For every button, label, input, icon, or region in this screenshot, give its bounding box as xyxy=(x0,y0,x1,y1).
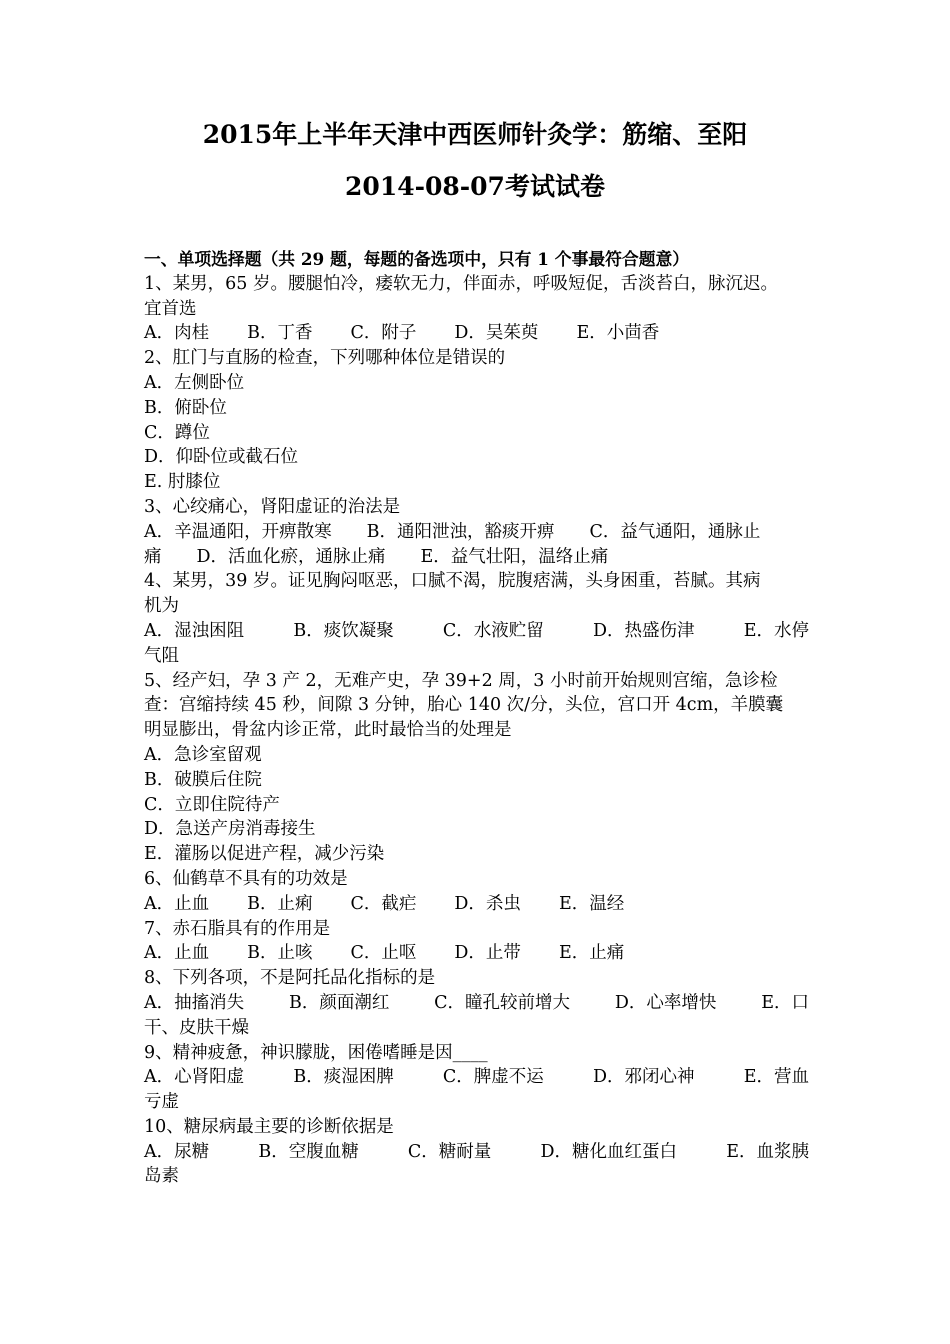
option: B．丁香 xyxy=(247,323,313,344)
option: D．糖化血红蛋白 xyxy=(540,1141,677,1162)
question-10-stem: 10、糖尿病最主要的诊断依据是 xyxy=(144,1116,394,1137)
option: E．水停 xyxy=(743,620,809,641)
option: A．止血 xyxy=(144,893,210,914)
option: E．灌肠以促进产程，减少污染 xyxy=(144,844,385,865)
option: A．止血 xyxy=(144,943,210,964)
option: E．血浆胰 xyxy=(726,1141,809,1162)
document-title-line1: 2015年上半年天津中西医师针灸学：筋缩、至阳 xyxy=(202,120,748,149)
option: A．抽搐消失 xyxy=(144,992,245,1013)
option: D．杀虫 xyxy=(454,893,521,914)
question-5-stem: 5、经产妇，孕 3 产 2，无难产史，孕 39+2 周，3 小时前开始规则宫缩，急诊检 xyxy=(144,670,778,691)
question-7-options xyxy=(144,941,809,966)
option: C．止呕 xyxy=(350,943,417,964)
option: A．急诊室留观 xyxy=(144,744,262,765)
option: E．营血 xyxy=(743,1067,809,1088)
question-1-stem: 宜首选 xyxy=(144,298,197,319)
option-continuation: 干、皮肤干燥 xyxy=(144,1017,249,1038)
question-3-options: A．辛温通阳，开痹散寒 B．通阳泄浊，豁痰开痹 C．益气通阳，通脉止 xyxy=(144,521,761,542)
option: D．急送产房消毒接生 xyxy=(144,819,316,840)
question-3-stem: 3、心绞痛心，肾阳虚证的治法是 xyxy=(144,496,401,517)
question-5-stem: 明显膨出，骨盆内诊正常，此时最恰当的处理是 xyxy=(144,720,512,741)
option: C．脾虚不运 xyxy=(442,1067,544,1088)
option: C．瞳孔较前增大 xyxy=(434,992,571,1013)
question-9-options xyxy=(144,1065,809,1090)
question-9-stem: 9、精神疲惫，神识朦胧，困倦嗜睡是因____ xyxy=(144,1042,488,1063)
question-7-stem: 7、赤石脂具有的作用是 xyxy=(144,918,331,939)
option: D．止带 xyxy=(454,943,521,964)
option: C．附子 xyxy=(350,323,417,344)
option: C．糖耐量 xyxy=(407,1141,492,1162)
question-1-options xyxy=(144,321,809,346)
option: E．小茴香 xyxy=(576,323,660,344)
option: A．心肾阳虚 xyxy=(144,1067,245,1088)
document-body xyxy=(144,247,809,1189)
question-5-stem: 查：宫缩持续 45 秒，间隙 3 分钟，胎心 140 次/分，头位，宫口开 4cm，羊膜囊 xyxy=(144,695,784,716)
option: B．破膜后住院 xyxy=(144,769,262,790)
section-heading: 一、单项选择题（共 29 题，每题的备选项中，只有 1 个事最符合题意） xyxy=(144,249,690,269)
question-2-stem: 2、肛门与直肠的检查，下列哪种体位是错误的 xyxy=(144,348,506,369)
question-1-stem: 1、某男，65 岁。腰腿怕冷，痿软无力，伴面赤，呼吸短促，舌淡苔白，脉沉迟。 xyxy=(144,273,778,294)
option: B．止痢 xyxy=(247,893,313,914)
question-6-options xyxy=(144,892,809,917)
option: B．俯卧位 xyxy=(144,397,227,418)
question-3-options: 痛 D．活血化瘀，通脉止痛 E．益气壮阳，温络止痛 xyxy=(144,546,609,567)
option: C．截疟 xyxy=(350,893,417,914)
option: C．水液贮留 xyxy=(442,620,544,641)
option: B．空腹血糖 xyxy=(258,1141,359,1162)
question-10-options xyxy=(144,1140,809,1165)
question-4-stem: 机为 xyxy=(144,596,179,617)
option: D．心率增快 xyxy=(614,992,717,1013)
option: B．痰饮凝聚 xyxy=(293,620,394,641)
option: D．仰卧位或截石位 xyxy=(144,447,299,468)
option: E．温经 xyxy=(558,893,625,914)
option: B．颜面潮红 xyxy=(288,992,390,1013)
option: D．热盛伤津 xyxy=(592,620,695,641)
option: A．尿糖 xyxy=(144,1141,210,1162)
option: C．蹲位 xyxy=(144,422,210,443)
option-continuation: 岛素 xyxy=(144,1166,179,1187)
option-continuation: 气阻 xyxy=(144,645,179,666)
option: E．止痛 xyxy=(558,943,625,964)
option: B．止咳 xyxy=(247,943,313,964)
option: C．立即住院待产 xyxy=(144,794,280,815)
option: A．肉桂 xyxy=(144,323,210,344)
option: D．吴茱萸 xyxy=(454,323,539,344)
option-continuation: 亏虚 xyxy=(144,1092,179,1113)
option: E. 肘膝位 xyxy=(144,472,221,493)
option: A．湿浊困阻 xyxy=(144,620,245,641)
question-4-options xyxy=(144,619,809,644)
question-8-options xyxy=(144,991,809,1016)
option: A．左侧卧位 xyxy=(144,372,245,393)
option: E．口 xyxy=(761,992,809,1013)
option: D．邪闭心神 xyxy=(592,1067,695,1088)
question-4-stem: 4、某男，39 岁。证见胸闷呕恶，口腻不渴，脘腹痞满，头身困重，苔腻。其病 xyxy=(144,571,761,592)
option: B．痰湿困脾 xyxy=(293,1067,394,1088)
question-8-stem: 8、下列各项，不是阿托品化指标的是 xyxy=(144,968,436,989)
question-6-stem: 6、仙鹤草不具有的功效是 xyxy=(144,868,348,889)
document-title-line2: 2014-08-07考试试卷 xyxy=(345,172,605,201)
